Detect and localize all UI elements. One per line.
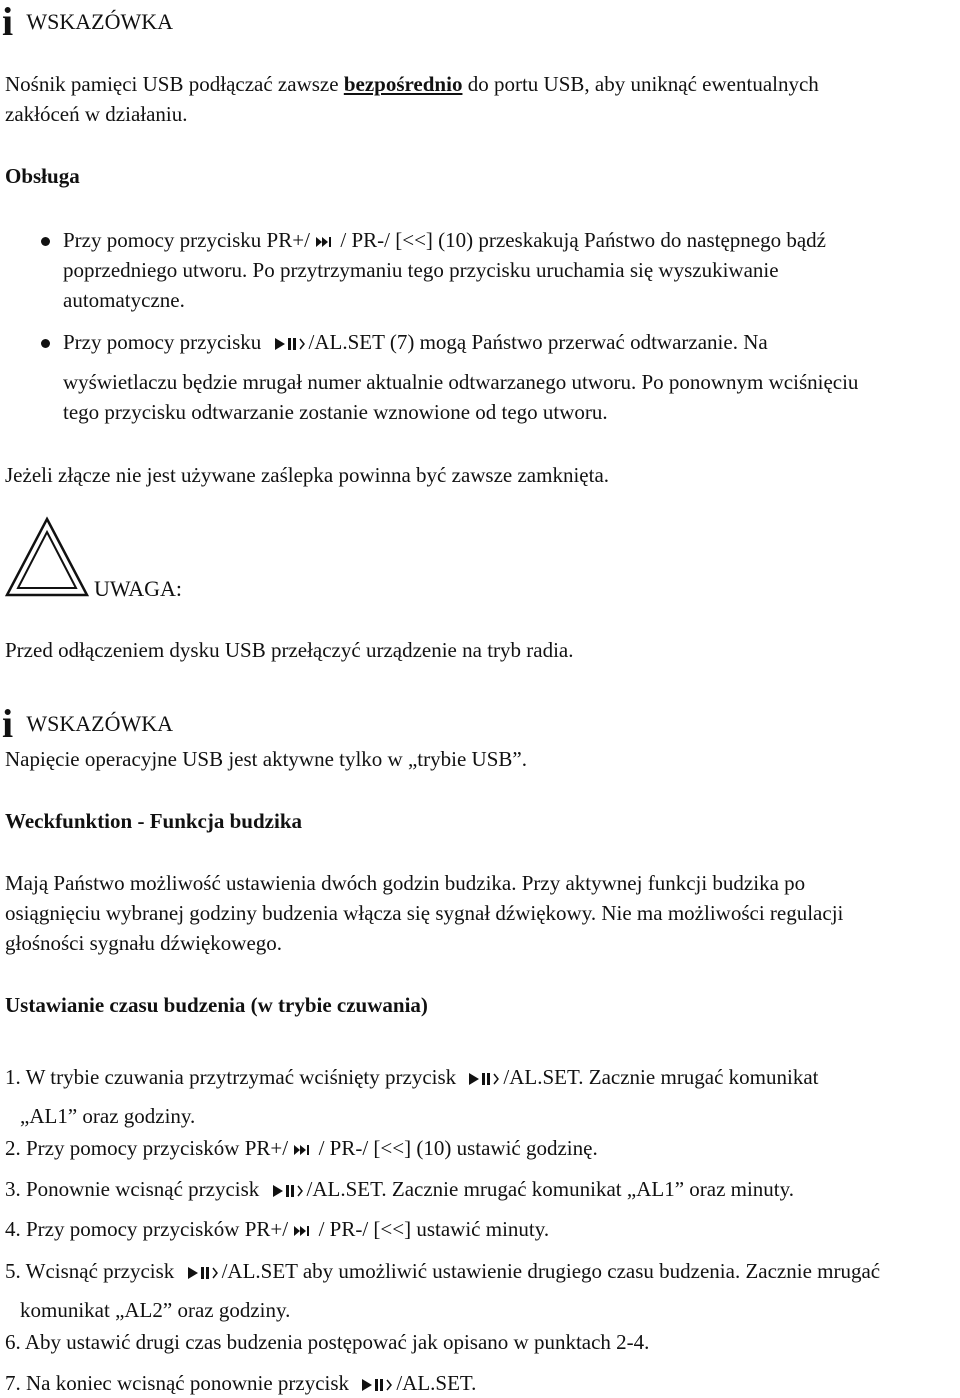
skip-forward-icon [293,1143,313,1157]
step1-line1 [5,1062,819,1092]
step-text: /AL.SET. [396,1371,477,1395]
section-title-setting: Ustawianie czasu budzenia (w trybie czuwania) [5,993,428,1017]
bullet1-text: / PR-/ [<<] (10) przeskakują Państwo do następnego bądź [340,228,826,252]
bullet2-line2: wyświetlaczu będzie mrugał numer aktualnie odtwarzanego utworu. Po ponownym wciśnięciu [63,370,859,394]
play-pause-icon [271,1182,307,1200]
cover-note: Jeżeli złącze nie jest używane zaślepka powinna być zawsze zamknięta. [5,463,610,487]
bullet1-line1 [63,225,826,255]
skip-forward-icon [315,235,335,249]
step-text: /AL.SET aby umożliwić ustawienie drugiego czasu budzenia. Zacznie mrugać [221,1259,881,1283]
step-text: 3. Ponownie wcisnąć przycisk [5,1177,260,1201]
step5-line2: komunikat „AL2” oraz godziny. [20,1298,291,1322]
step-text: / PR-/ [<<] (10) ustawić godzinę. [318,1136,598,1160]
warning-title: UWAGA: [94,576,182,601]
alarm-para-line2: osiągnięciu wybranej godziny budzenia włącza się sygnał dźwiękowy. Nie ma możliwości regulacji [5,901,844,925]
bullet-dot [41,339,50,348]
step-text: 5. Wcisnąć przycisk [5,1259,175,1283]
info-hint-header [2,701,174,746]
alarm-para-line3: głośności sygnału dźwiękowego. [5,931,283,955]
warning-text: Przed odłączeniem dysku USB przełączyć urządzenie na tryb radia. [5,638,574,662]
bullet-dot [41,237,50,246]
usb-note-text: do portu USB, aby uniknąć ewentualnych [467,72,819,96]
skip-forward-icon [293,1224,313,1238]
section-title-alarm: Weckfunktion - Funkcja budzika [5,809,302,833]
info-hint-header [2,0,174,44]
step2 [5,1133,598,1163]
step-text: /AL.SET. Zacznie mrugać komunikat [503,1065,819,1089]
play-pause-icon [467,1070,503,1088]
step6: 6. Aby ustawić drugi czas budzenia postępować jak opisano w punktach 2-4. [5,1330,650,1354]
play-pause-icon [186,1264,222,1282]
step-text: /AL.SET. Zacznie mrugać komunikat „AL1” oraz minuty. [306,1177,795,1201]
hint2-text: Napięcie operacyjne USB jest aktywne tylko w „trybie USB”. [5,747,527,771]
bullet1-text: Przy pomocy przycisku PR+/ [63,228,310,252]
play-pause-icon [360,1376,396,1394]
alarm-para-line1: Mają Państwo możliwość ustawienia dwóch godzin budzika. Przy aktywnej funkcji budzika po [5,871,806,895]
hint-title: WSKAZÓWKA [26,9,174,34]
step3 [5,1174,794,1204]
step4 [5,1214,549,1244]
bullet2-text: /AL.SET (7) mogą Państwo przerwać odtwarzanie. Na [308,330,768,354]
step5-line1 [5,1256,880,1286]
bullet2-line3: tego przycisku odtwarzanie zostanie wznowione od tego utworu. [63,400,608,424]
bullet2-line1 [63,327,768,357]
bullet2-text: Przy pomocy przycisku [63,330,262,354]
step-text: 7. Na koniec wcisnąć ponownie przycisk [5,1371,350,1395]
step-text: 1. W trybie czuwania przytrzymać wciśnięty przycisk [5,1065,457,1089]
step-text: / PR-/ [<<] ustawić minuty. [318,1217,550,1241]
bullet1-line2: poprzedniego utworu. Po przytrzymaniu tego przycisku uruchamia się wyszukiwanie [63,258,779,282]
play-pause-icon [273,335,309,353]
usb-note-text: Nośnik pamięci USB podłączać zawsze [5,72,339,96]
step-text: 4. Przy pomocy przycisków PR+/ [5,1217,289,1241]
hint-title: WSKAZÓWKA [26,711,174,736]
usb-note-line2: zakłóceń w działaniu. [5,102,188,126]
usb-note-emphasis: bezpośrednio [343,72,463,96]
step-text: 2. Przy pomocy przycisków PR+/ [5,1136,289,1160]
step1-line2: „AL1” oraz godziny. [20,1104,196,1128]
section-title-obsluga: Obsługa [5,164,80,188]
info-icon: i [2,0,14,44]
warning-triangle-icon [4,516,90,598]
usb-note [5,69,819,99]
step7 [5,1368,476,1398]
info-icon: i [2,701,14,746]
bullet1-line3: automatyczne. [63,288,185,312]
